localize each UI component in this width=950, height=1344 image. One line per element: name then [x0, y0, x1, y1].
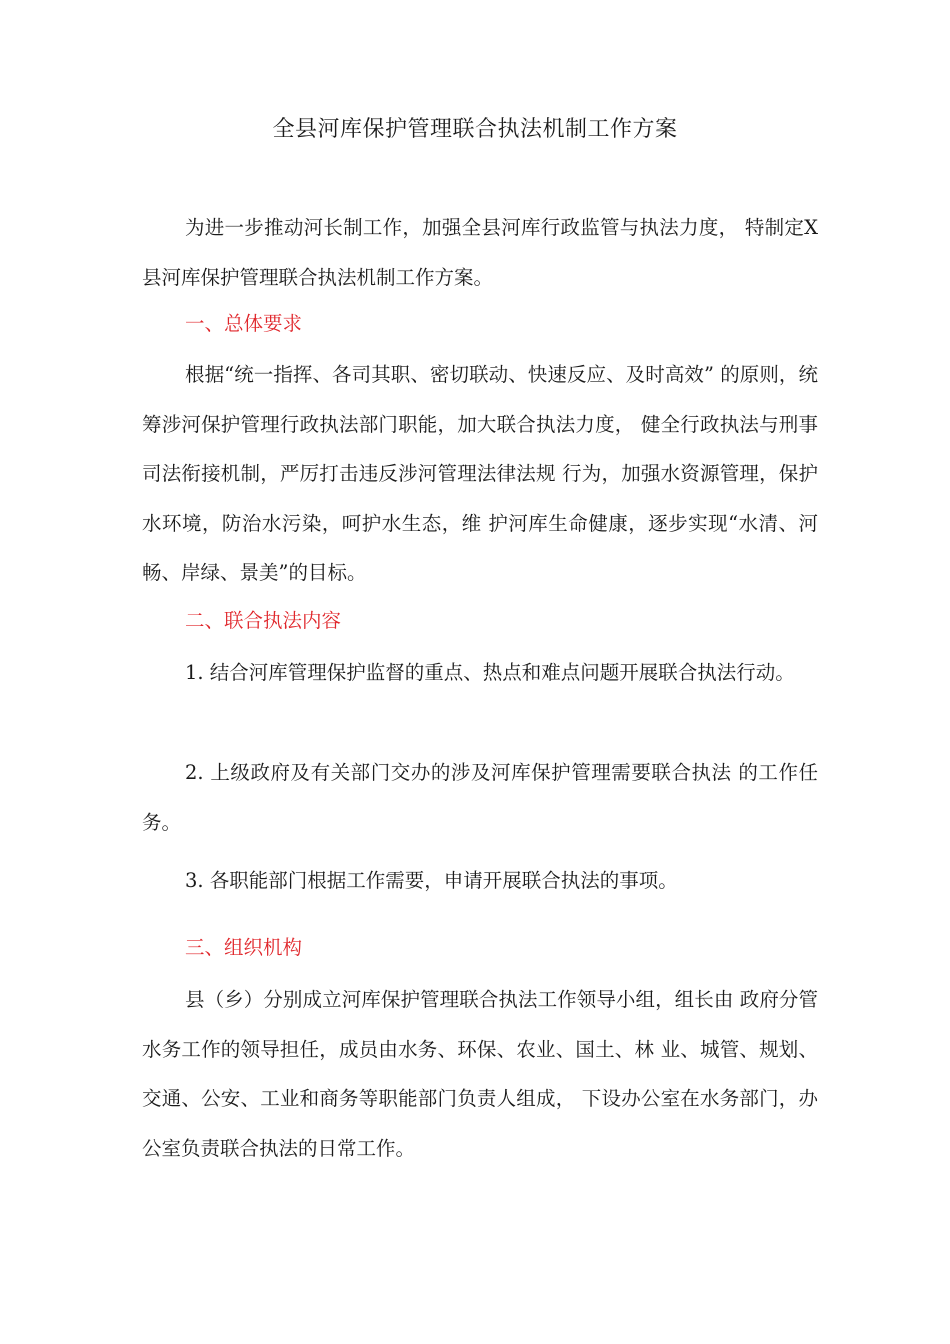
intro-paragraph: 为进一步推动河长制工作，加强全县河库行政监管与执法力度， 特制定X县河库保护管理联合执法机制工作方案。 — [142, 216, 818, 289]
list-item: 1. 结合河库管理保护监督的重点、热点和难点问题开展联合执法行动。 — [185, 661, 795, 684]
section-heading-general-requirements: 一、总体要求 — [185, 312, 303, 335]
list-item: 2. 上级政府及有关部门交办的涉及河库保护管理需要联合执法 的工作任务。 — [142, 761, 818, 834]
list-item: 3. 各职能部门根据工作需要，申请开展联合执法的事项。 — [185, 869, 678, 892]
organization-paragraph: 县（乡）分别成立河库保护管理联合执法工作领导小组，组长由 政府分管水务工作的领导担任，成员由水务、环保、农业、国土、林 业、城管、规划、交通、公安、工业和商务等职能部门负责人组成， 下设办公室在水务部门，办公室负责联合执法的日常工作。 — [142, 988, 818, 1160]
general-requirements-paragraph: 根据“统一指挥、各司其职、密切联动、快速反应、及时高效” 的原则，统筹涉河保护管理行政执法部门职能，加大联合执法力度， 健全行政执法与刑事司法衔接机制，严厉打击违反涉河管理法律法规 行为，加强水资源管理，保护水环境，防治水污染，呵护水生态，维 护河库生命健康，逐步实现“水清、河畅、岸绿、景美”的目标。 — [142, 363, 818, 584]
section-heading-organization: 三、组织机构 — [185, 936, 303, 959]
document-title: 全县河库保护管理联合执法机制工作方案 — [272, 117, 678, 142]
section-heading-enforcement-content: 二、联合执法内容 — [185, 609, 342, 632]
